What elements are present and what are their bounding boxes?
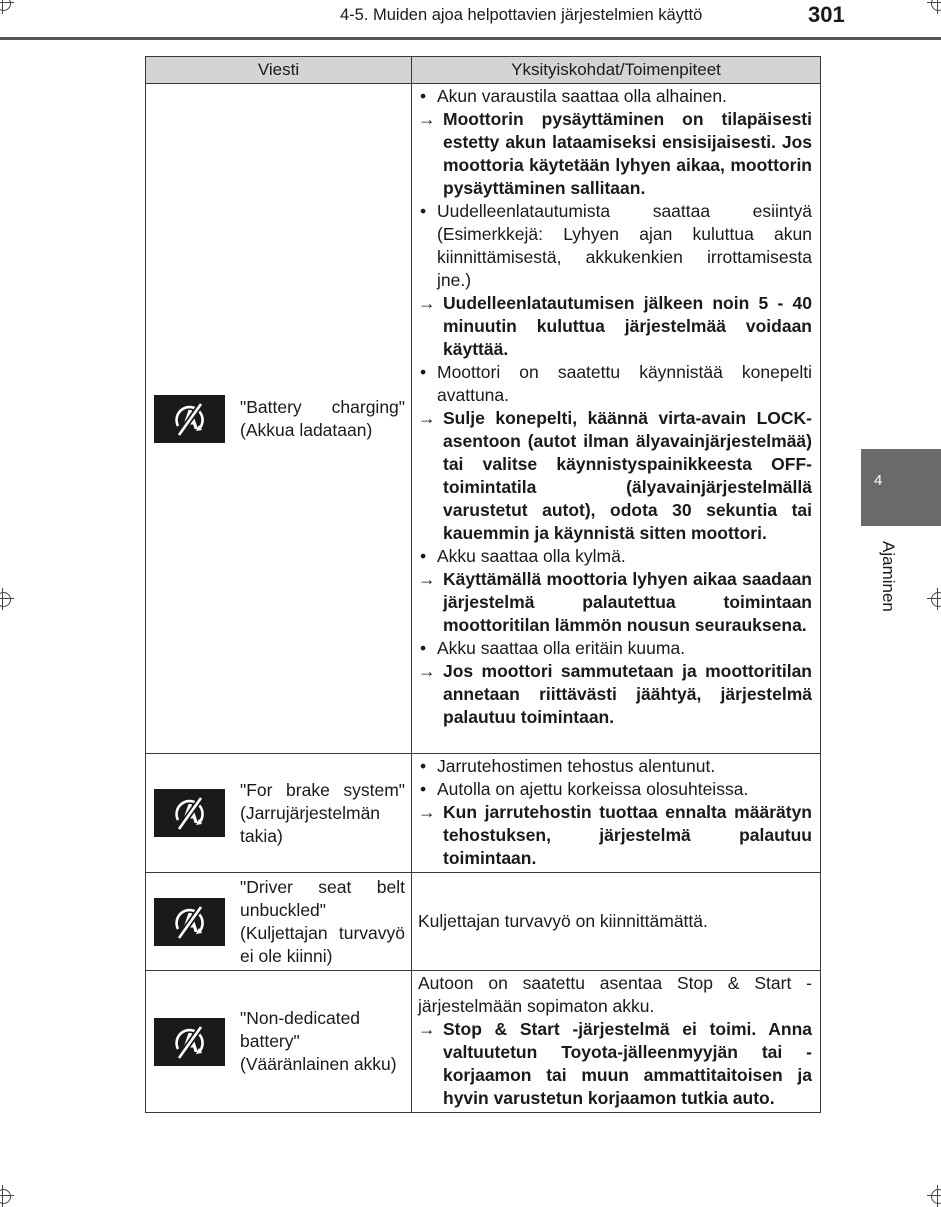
registration-mark-icon: [0, 0, 14, 14]
item-text: Moottori on saatettu käynnistää konepelti avattuna.: [437, 362, 812, 405]
bullet-icon: •: [420, 86, 427, 106]
action-item: [418, 801, 812, 870]
table-header-row: [146, 57, 821, 84]
detail-text: Autoon on saatettu asentaa Stop & Start -järjestelmään sopimaton akku.: [418, 973, 812, 1016]
arrow-icon: →: [418, 408, 436, 428]
arrow-icon: →: [418, 661, 436, 681]
message-cell: [146, 873, 412, 971]
column-header-message: Viesti: [146, 57, 412, 84]
item-text: Sulje konepelti, käännä virta-avain LOCK-asentoon (autot ilman älyavainjärjestelmää) tai valitse käynnistyspainikkeesta OFF-toimintatila (älyavainjärjestelmällä varustetut autot), odota 30 sekuntia tai kauemmin ja käynnistä sitten moottori.: [443, 408, 812, 543]
message-cell: [146, 971, 412, 1113]
item-text: Akku saattaa olla eritäin kuuma.: [437, 638, 686, 658]
stop-start-off-icon: [154, 789, 225, 837]
action-item: [418, 108, 812, 200]
item-text: Jos moottori sammutetaan ja moottoritilan annetaan riittävästi jäähtyä, järjestelmä palautuu toimintaan.: [443, 661, 812, 727]
bullet-icon: •: [420, 362, 427, 382]
column-header-details: Yksityiskohdat/Toimenpiteet: [412, 57, 821, 84]
header-rule: [0, 37, 941, 40]
registration-mark-icon: [927, 588, 941, 610]
item-text: Autolla on ajettu korkeissa olosuhteissa.: [437, 779, 749, 799]
arrow-icon: →: [418, 109, 436, 129]
table-row: [146, 971, 821, 1113]
chapter-number: 4: [874, 472, 883, 489]
condition-item: [418, 637, 812, 660]
item-text: Jarrutehostimen tehostus alentunut.: [437, 756, 716, 776]
item-text: Kun jarrutehostin tuottaa ennalta määrätyn tehostuksen, järjestelmä palautuu toimintaan.: [443, 802, 812, 868]
message-cell: [146, 754, 412, 873]
action-item: [418, 568, 812, 637]
condition-item: [418, 361, 812, 407]
condition-item: [418, 200, 812, 292]
registration-mark-icon: [0, 1185, 14, 1207]
warning-message-table: [145, 56, 821, 1113]
message-text: "For brake system" (Jarrujärjestelmän takia): [240, 779, 405, 846]
condition-item: [418, 545, 812, 568]
table-row: [146, 84, 821, 754]
arrow-icon: →: [418, 1019, 436, 1039]
item-text: Uudelleenlatautumista saattaa esiintyä (Esimerkkejä: Lyhyen ajan kuluttua akun kiinnittämisestä, akkukenkien irrottamisesta jne.): [437, 201, 812, 290]
arrow-icon: →: [418, 293, 436, 313]
details-cell: [412, 84, 821, 754]
action-item: [418, 1018, 812, 1110]
stop-start-off-icon: [154, 898, 225, 946]
condition-item: [418, 778, 812, 801]
action-item: [418, 292, 812, 361]
registration-mark-icon: [927, 1185, 941, 1207]
bullet-icon: •: [420, 779, 427, 799]
table-row: [146, 754, 821, 873]
section-title: 4-5. Muiden ajoa helpottavien järjestelmien käyttö: [340, 6, 703, 24]
item-text: Akun varaustila saattaa olla alhainen.: [437, 86, 727, 106]
action-item: [418, 407, 812, 545]
item-text: Käyttämällä moottoria lyhyen aikaa saadaan järjestelmä palautettua toimintaan moottoritilan lämmön nousun seurauksena.: [443, 569, 812, 635]
bullet-icon: •: [420, 638, 427, 658]
message-text: "Non-dedicated battery" (Vääränlainen akku): [240, 1008, 397, 1074]
condition-item: [418, 85, 812, 108]
bullet-icon: •: [420, 756, 427, 776]
table-row: [146, 873, 821, 971]
arrow-icon: →: [418, 569, 436, 589]
details-cell: [412, 754, 821, 873]
item-text: Akku saattaa olla kylmä.: [437, 546, 626, 566]
item-text: Uudelleenlatautumisen jälkeen noin 5 - 40 minuutin kuluttua järjestelmää voidaan käyttää.: [443, 293, 812, 359]
chapter-label: Ajaminen: [879, 541, 898, 612]
details-cell: [412, 873, 821, 971]
bullet-icon: •: [420, 546, 427, 566]
detail-text: Kuljettajan turvavyö on kiinnittämättä.: [418, 910, 708, 931]
stop-start-off-icon: [154, 395, 225, 443]
arrow-icon: →: [418, 802, 436, 822]
condition-item: [418, 755, 812, 778]
item-text: Stop & Start -järjestelmä ei toimi. Anna valtuutetun Toyota-jälleenmyyjän tai -korjaamon tai muun ammattitaitoisen ja hyvin varustetun korjaamon tutkia auto.: [443, 1019, 812, 1108]
registration-mark-icon: [927, 0, 941, 14]
message-text: "Battery charging" (Akkua ladataan): [240, 396, 405, 440]
details-cell: [412, 971, 821, 1113]
action-item: [418, 660, 812, 729]
page-number: 301: [808, 2, 845, 27]
bullet-icon: •: [420, 201, 427, 221]
message-cell: [146, 84, 412, 754]
item-text: Moottorin pysäyttäminen on tilapäisesti estetty akun lataamiseksi ensisijaisesti. Jos moottoria käytetään lyhyen aikaa, moottorin pysäyttäminen sallitaan.: [443, 109, 812, 198]
stop-start-off-icon: [154, 1018, 225, 1066]
message-text: "Driver seat belt unbuckled" (Kuljettajan turvavyö ei ole kiinni): [240, 876, 405, 966]
registration-mark-icon: [0, 588, 14, 610]
chapter-tab: [861, 449, 941, 526]
